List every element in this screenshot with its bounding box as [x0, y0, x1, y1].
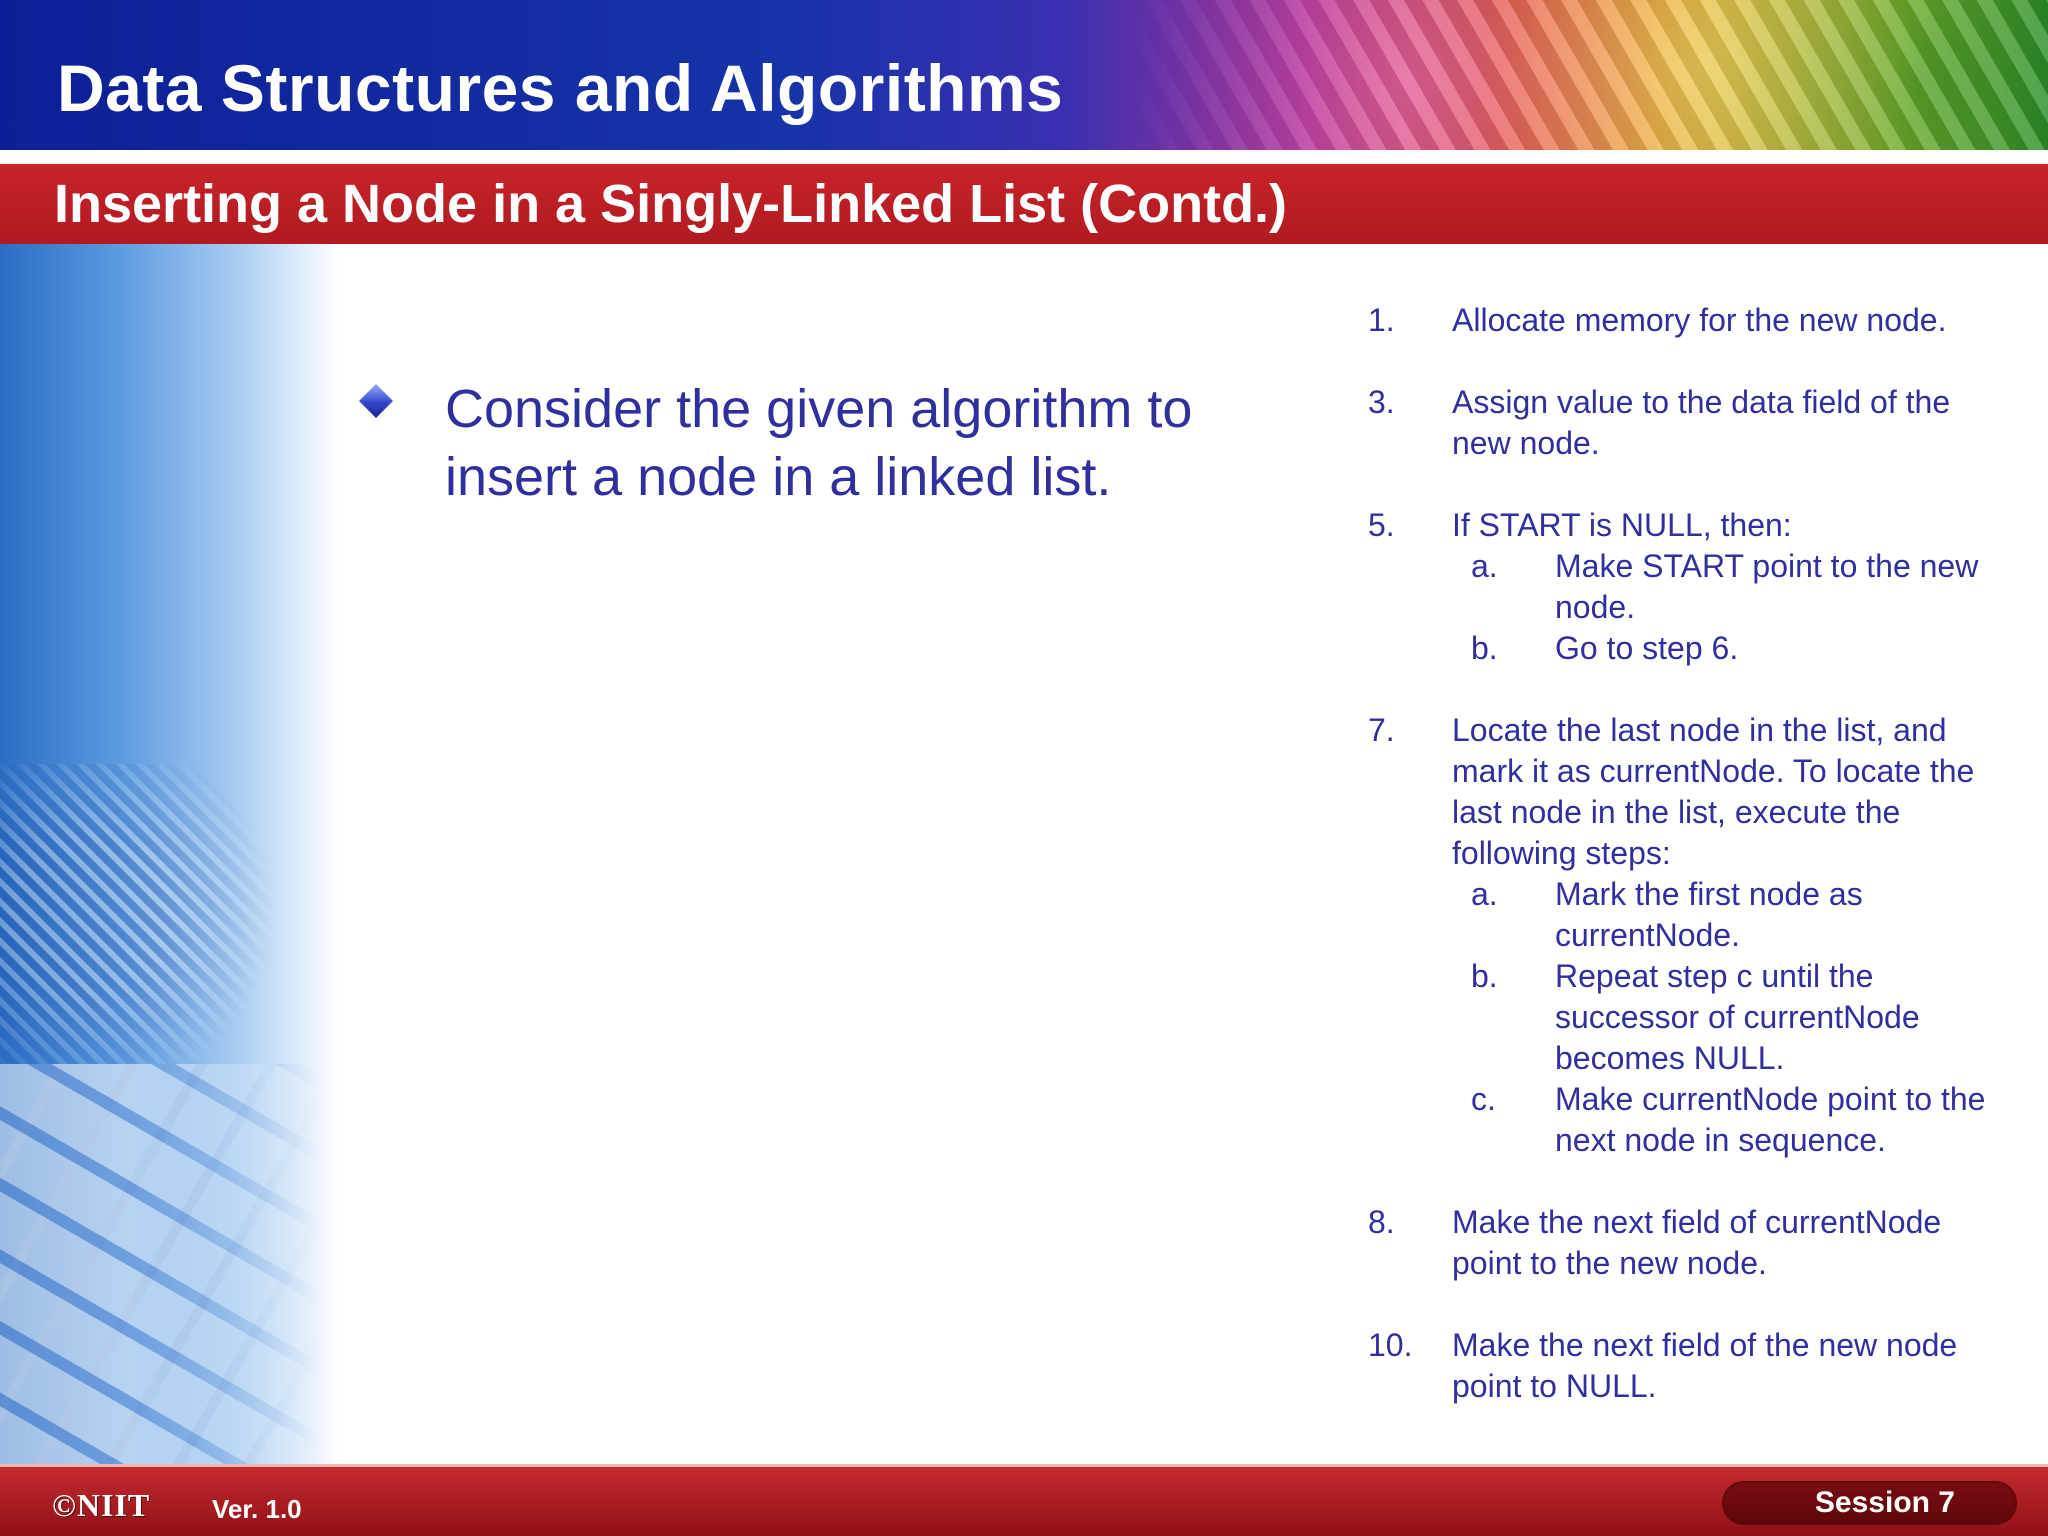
algorithm-steps — [1368, 300, 2008, 1407]
section-banner — [0, 164, 2048, 244]
step-text: Allocate memory for the new node. — [1452, 302, 1947, 338]
algorithm-step — [1368, 382, 2008, 464]
substep-letter: c. — [1471, 1081, 1496, 1117]
version-label: Ver. 1.0 — [212, 1494, 302, 1524]
algorithm-step — [1368, 1202, 2008, 1284]
step-text: Locate the last node in the list, and mark it as currentNode. To locate the last node in the list, execute the following steps: — [1452, 712, 1975, 871]
keyboard-image — [0, 1064, 320, 1464]
substep-text: Repeat step c until the successor of currentNode becomes NULL. — [1555, 958, 1920, 1076]
header-photo-collage — [1128, 0, 2048, 150]
header-divider-2 — [0, 157, 2048, 160]
algorithm-step — [1368, 300, 2008, 341]
step-number: 8. — [1368, 1204, 1395, 1240]
substep-letter: a. — [1471, 876, 1498, 912]
step-text: Make the next field of the new node point to NULL. — [1452, 1327, 1958, 1404]
algorithm-substep — [1471, 874, 2008, 956]
session-label: Session 7 — [1814, 1486, 1955, 1519]
step-text: Assign value to the data field of the new node. — [1452, 384, 1951, 461]
step-text: If START is NULL, then: — [1452, 507, 1792, 543]
circuit-board-image — [0, 764, 300, 1064]
substep-text: Make START point to the new node. — [1555, 548, 1979, 625]
step-text: Make the next field of currentNode point to the new node. — [1452, 1204, 1942, 1281]
substep-text: Make currentNode point to the next node in sequence. — [1555, 1081, 1986, 1158]
substep-letter: b. — [1471, 958, 1498, 994]
algorithm-step — [1368, 505, 2008, 669]
header-divider — [0, 150, 2048, 153]
step-number: 10. — [1368, 1327, 1413, 1363]
section-title: Inserting a Node in a Singly-Linked List (Contd.) — [54, 174, 1288, 234]
bullet-text: Consider the given algorithm to insert a node in a linked list. — [445, 379, 1193, 507]
substep-text: Mark the first node as currentNode. — [1555, 876, 1863, 953]
footer-bar — [0, 1464, 2048, 1536]
session-badge — [1722, 1481, 2017, 1525]
header-banner — [0, 0, 2048, 150]
step-number: 3. — [1368, 384, 1395, 420]
course-title: Data Structures and Algorithms — [57, 51, 1064, 125]
diamond-bullet-icon — [359, 384, 393, 418]
niit-logo: ©NIIT — [52, 1487, 151, 1523]
algorithm-step — [1368, 1325, 2008, 1407]
algorithm-step — [1368, 710, 2008, 1161]
algorithm-substep — [1471, 628, 2008, 669]
substep-letter: b. — [1471, 630, 1498, 666]
algorithm-substep — [1471, 546, 2008, 628]
step-number: 7. — [1368, 712, 1395, 748]
step-number: 1. — [1368, 302, 1395, 338]
step-number: 5. — [1368, 507, 1395, 543]
decorative-side-image — [0, 244, 340, 1464]
substep-text: Go to step 6. — [1555, 630, 1739, 666]
algorithm-substep — [1471, 956, 2008, 1079]
algorithm-substep — [1471, 1079, 2008, 1161]
substep-letter: a. — [1471, 548, 1498, 584]
